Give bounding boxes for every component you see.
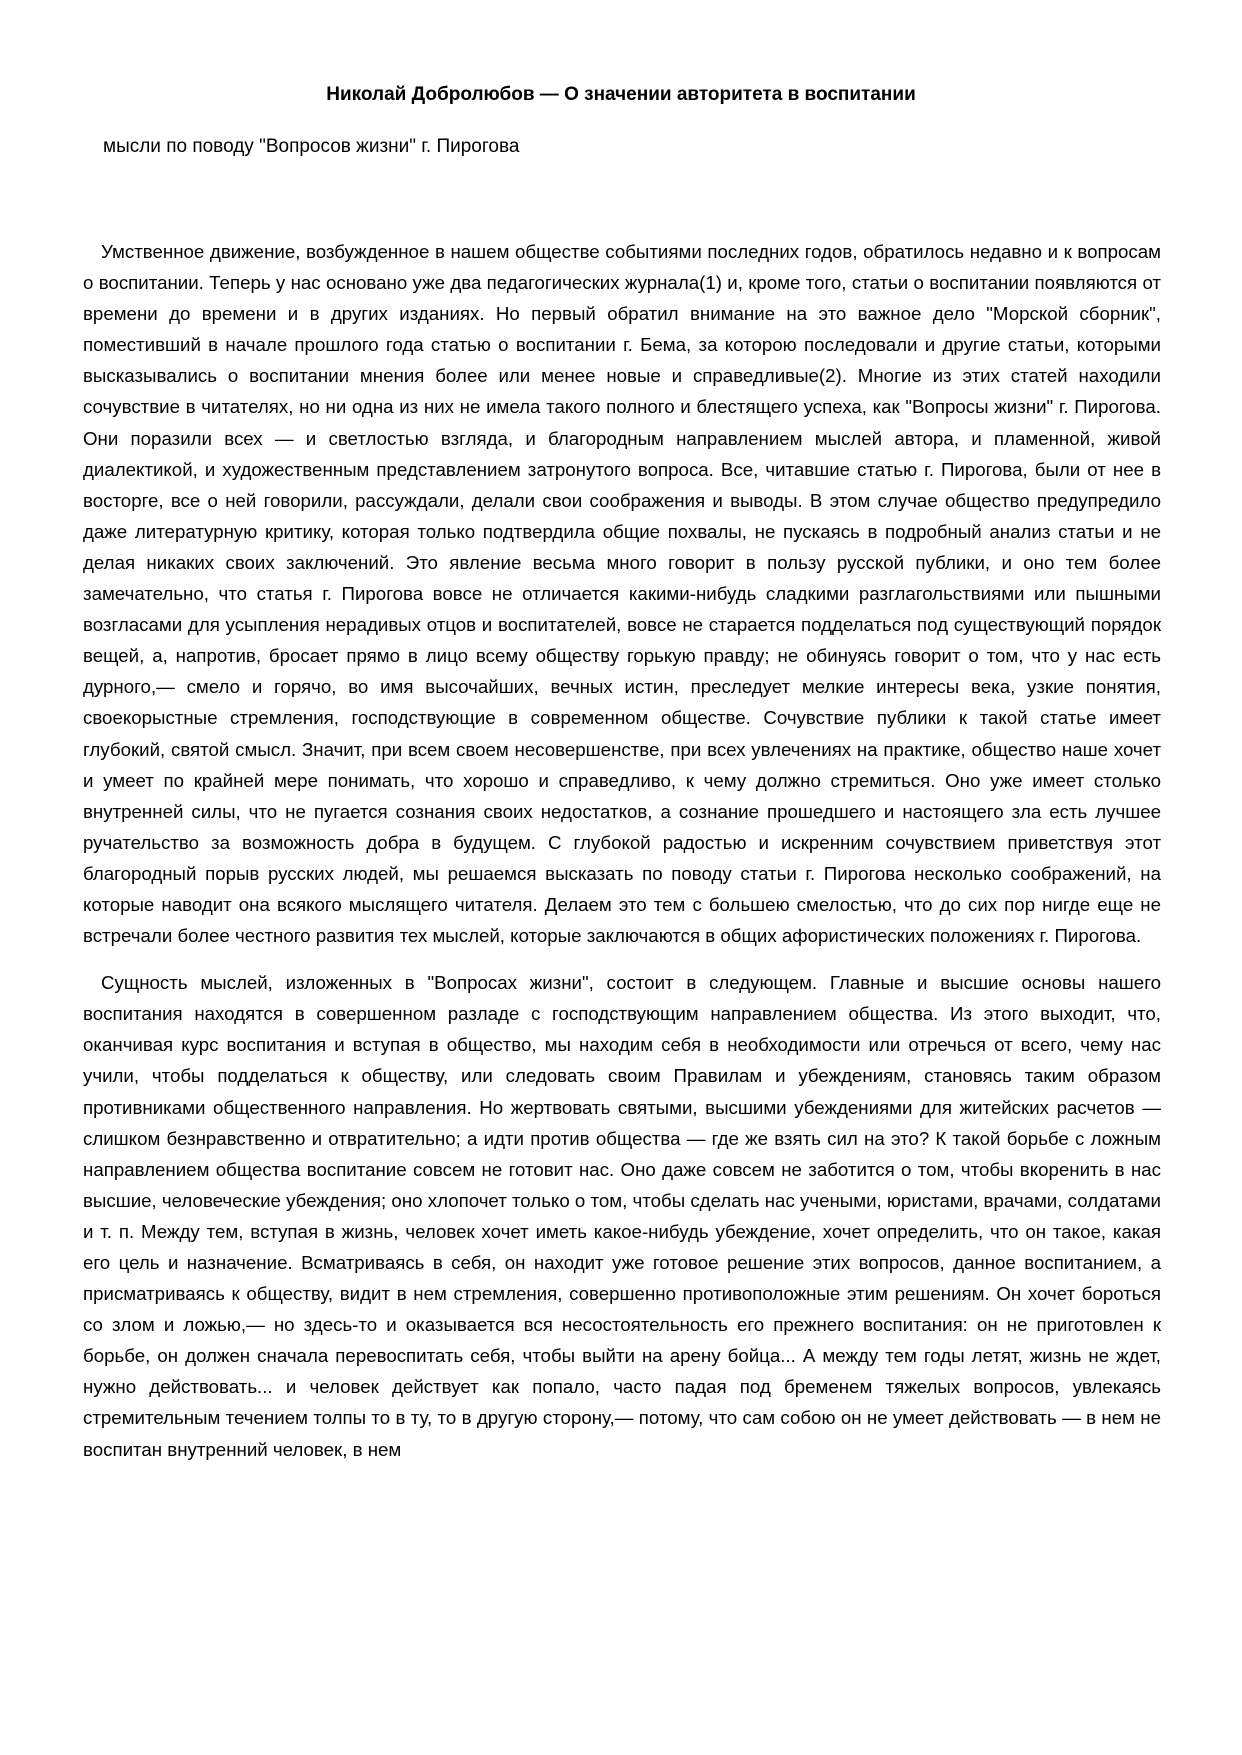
document-body [83, 236, 1161, 1465]
document-title: Николай Добролюбов — О значении авторитета в воспитании [326, 84, 916, 105]
document-subtitle: мысли по поводу "Вопросов жизни" г. Пирогова [103, 136, 520, 157]
paragraph-2: Сущность мыслей, изложенных в "Вопросах жизни", состоит в следующем. Главные и высшие основы нашего воспитания находятся в совершенном разладе с господствующим направлением общества. Из этого выходит, что, оканчивая курс воспитания и вступая в общество, мы находим себя в необходимости или отречься от всего, чему нас учили, чтобы подделаться к обществу, или следовать своим Правилам и убеждениям, становясь таким образом противниками общественного направления. Но жертвовать святыми, высшими убеждениями для житейских расчетов — слишком безнравственно и отвратительно; а идти против общества — где же взять сил на это? К такой борьбе с ложным направлением общества воспитание совсем не готовит нас. Оно даже совсем не заботится о том, чтобы вкоренить в нас высшие, человеческие убеждения; оно хлопочет только о том, чтобы сделать нас учеными, юристами, врачами, солдатами и т. п. Между тем, вступая в жизнь, человек хочет иметь какое-нибудь убеждение, хочет определить, что он такое, какая его цель и назначение. Всматриваясь в себя, он находит уже готовое решение этих вопросов, данное воспитанием, а присматриваясь к обществу, видит в нем стремления, совершенно противоположные этим решениям. Он хочет бороться со злом и ложью,— но здесь-то и оказывается вся несостоятельность его прежнего воспитания: он не приготовлен к борьбе, он должен сначала перевоспитать себя, чтобы выйти на арену бойца... А между тем годы летят, жизнь не ждет, нужно действовать... и человек действует как попало, часто падая под бременем тяжелых вопросов, увлекаясь стремительным течением толпы то в ту, то в другую сторону,— потому, что сам собою он не умеет действовать — в нем не воспитан внутренний человек, в нем [83, 972, 1161, 1460]
paragraph-1: Умственное движение, возбужденное в нашем обществе событиями последних годов, обратилось недавно и к вопросам о воспитании. Теперь у нас основано уже два педагогических журнала(1) и, кроме того, статьи о воспитании появляются от времени до времени и в других изданиях. Но первый обратил внимание на это важное дело "Морской сборник", поместивший в начале прошлого года статью о воспитании г. Бема, за которою последовали и другие статьи, которыми высказывались о воспитании мнения более или менее новые и справедливые(2). Многие из этих статей находили сочувствие в читателях, но ни одна из них не имела такого полного и блестящего успеха, как "Вопросы жизни" г. Пирогова. Они поразили всех — и светлостью взгляда, и благородным направлением мыслей автора, и пламенной, живой диалектикой, и художественным представлением затронутого вопроса. Все, читавшие статью г. Пирогова, были от нее в восторге, все о ней говорили, рассуждали, делали свои соображения и выводы. В этом случае общество предупредило даже литературную критику, которая только подтвердила общие похвалы, не пускаясь в подробный анализ статьи и не делая никаких своих заключений. Это явление весьма много говорит в пользу русской публики, и оно тем более замечательно, что статья г. Пирогова вовсе не отличается какими-нибудь сладкими разглагольствиями или пышными возгласами для усыпления нерадивых отцов и воспитателей, вовсе не старается подделаться под существующий порядок вещей, а, напротив, бросает прямо в лицо всему обществу горькую правду; не обинуясь говорит о том, что у нас есть дурного,— смело и горячо, во имя высочайших, вечных истин, преследует мелкие интересы века, узкие понятия, своекорыстные стремления, господствующие в современном обществе. Сочувствие публики к такой статье имеет глубокий, святой смысл. Значит, при всем своем несовершенстве, при всех увлечениях на практике, общество наше хочет и умеет по крайней мере понимать, что хорошо и справедливо, к чему должно стремиться. Оно уже имеет столько внутренней силы, что не пугается сознания своих недостатков, а сознание прошедшего и настоящего зла есть лучшее ручательство за возможность добра в будущем. С глубокой радостью и искренним сочувствием приветствуя этот благородный порыв русских людей, мы решаемся высказать по поводу статьи г. Пирогова несколько соображений, на которые наводит она всякого мыслящего читателя. Делаем это тем с большею смелостью, что до сих пор нигде еще не встречали более честного развития тех мыслей, которые заключаются в общих афористических положениях г. Пирогова. [83, 241, 1161, 947]
